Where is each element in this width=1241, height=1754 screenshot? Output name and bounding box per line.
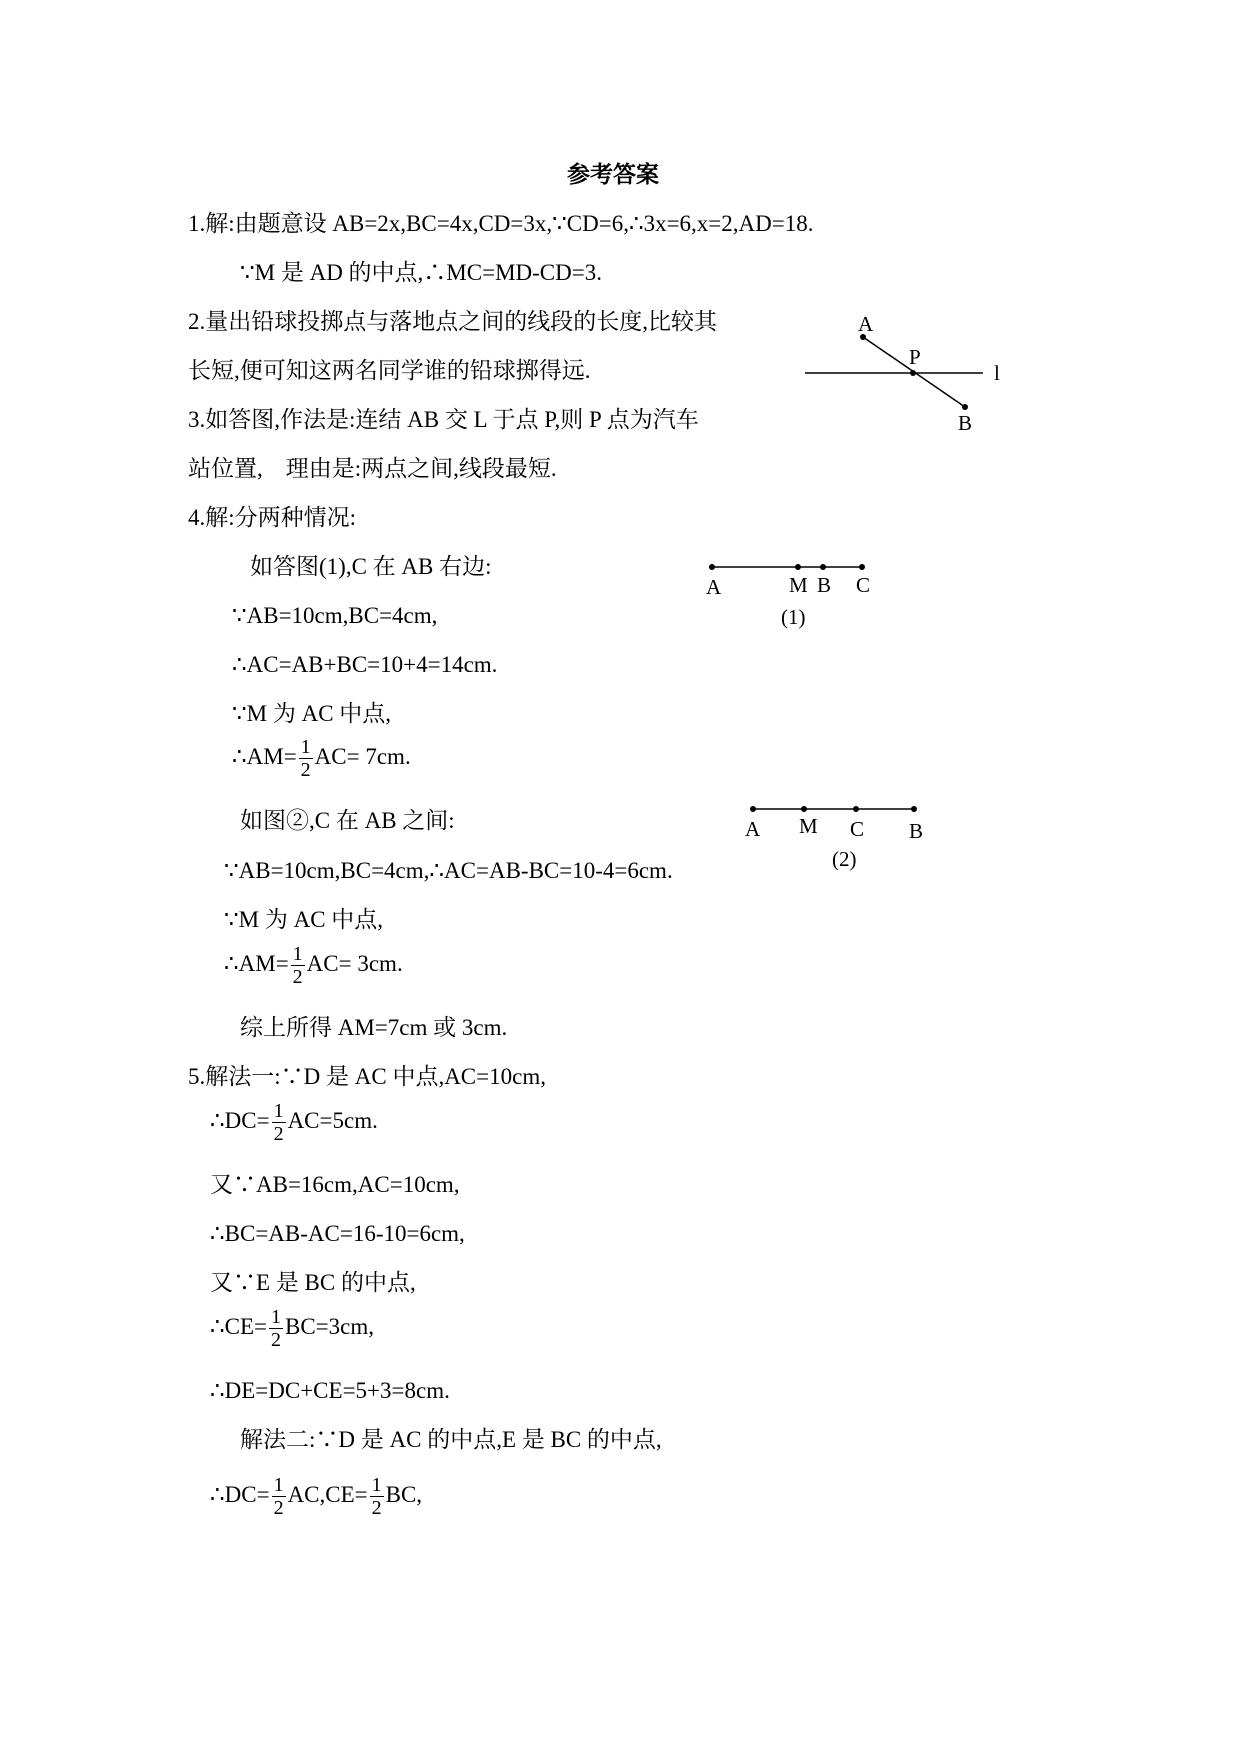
label-l: l: [994, 361, 1000, 385]
answer-5-method-1-line-5: 又∵E 是 BC 的中点,: [210, 1270, 416, 1295]
point-c: [859, 564, 865, 570]
figure-caption: (1): [781, 605, 806, 629]
point-m: [801, 806, 807, 812]
label-b: B: [817, 573, 832, 597]
figure-1-segment: [706, 564, 870, 629]
answer-4-case-2-heading: 如图②,C 在 AB 之间:: [240, 808, 455, 833]
formula-suffix: AC= 7cm.: [314, 743, 411, 769]
formula-prefix: ∴AM=: [232, 743, 297, 769]
answer-2-line-1: 2.量出铅球投掷点与落地点之间的线段的长度,比较其: [188, 309, 717, 334]
fraction-denominator: 2: [371, 1497, 382, 1519]
label-m: M: [799, 814, 818, 838]
answer-4-line-1: 4.解:分两种情况:: [188, 505, 357, 530]
point-a: [750, 806, 756, 812]
answer-5-method-1-line-3: 又∵AB=16cm,AC=10cm,: [210, 1172, 460, 1197]
formula-prefix: ∴CE=: [210, 1313, 267, 1339]
label-b: B: [958, 411, 973, 435]
formula-suffix: AC=5cm.: [287, 1107, 378, 1133]
answer-2-line-2: 长短,便可知这两名同学谁的铅球掷得远.: [188, 358, 591, 383]
point-m: [795, 564, 801, 570]
answer-4-case-2-step-2: ∵M 为 AC 中点,: [224, 907, 384, 932]
answer-1-line-2: ∵M 是 AD 的中点,∴MC=MD-CD=3.: [240, 260, 602, 285]
answer-4-case-1-step-3: ∵M 为 AC 中点,: [232, 701, 392, 726]
label-c: C: [856, 573, 871, 597]
point-b: [820, 564, 826, 570]
figure-caption: (2): [832, 847, 857, 871]
label-a: A: [745, 817, 761, 841]
label-p: P: [909, 345, 921, 369]
figure-line-ab-crossing-l: [805, 312, 1000, 435]
formula-prefix: ∴DC=: [210, 1481, 270, 1507]
formula-suffix: BC,: [385, 1481, 423, 1507]
label-b: B: [909, 819, 924, 843]
page-title: 参考答案: [567, 162, 659, 187]
answer-5-method-2-line-1: 解法二:∵D 是 AC 的中点,E 是 BC 的中点,: [240, 1427, 662, 1452]
fraction-numerator: 1: [271, 1306, 281, 1328]
point-p: [910, 370, 916, 376]
fraction-numerator: 1: [273, 1100, 284, 1122]
answer-5-method-1-line-4: ∴BC=AB-AC=16-10=6cm,: [210, 1221, 465, 1246]
fraction-numerator: 1: [273, 1474, 284, 1496]
answer-3-line-2: 站位置, 理由是:两点之间,线段最短.: [188, 456, 557, 481]
point-c: [853, 806, 859, 812]
formula-suffix: AC= 3cm.: [306, 950, 403, 976]
answer-4-case-1-step-2: ∴AC=AB+BC=10+4=14cm.: [232, 652, 498, 677]
fraction-numerator: 1: [292, 943, 303, 965]
fraction-numerator: 1: [371, 1474, 382, 1496]
answer-1-line-1: 1.解:由题意设 AB=2x,BC=4x,CD=3x,∵CD=6,∴3x=6,x=2,AD=18.: [188, 211, 814, 236]
formula-prefix: ∴AM=: [224, 950, 289, 976]
label-a: A: [706, 575, 722, 599]
formula-middle: AC,CE=: [287, 1481, 368, 1507]
point-a: [709, 564, 715, 570]
answer-4-case-1-heading: 如答图(1),C 在 AB 右边:: [250, 554, 492, 579]
answer-4-case-2-step-1: ∵AB=10cm,BC=4cm,∴AC=AB-BC=10-4=6cm.: [224, 858, 673, 883]
figure-2-segment: [745, 806, 923, 871]
fraction-denominator: 2: [292, 966, 303, 988]
answer-5-method-1-line-7: ∴DE=DC+CE=5+3=8cm.: [210, 1378, 450, 1403]
point-b: [911, 806, 917, 812]
fraction-denominator: 2: [273, 1497, 284, 1519]
label-m: M: [789, 573, 808, 597]
answer-4-conclusion: 综上所得 AM=7cm 或 3cm.: [240, 1015, 508, 1040]
label-c: C: [850, 817, 865, 841]
formula-prefix: ∴DC=: [210, 1107, 270, 1133]
label-a: A: [858, 312, 874, 336]
point-b: [962, 404, 968, 410]
formula-suffix: BC=3cm,: [285, 1313, 375, 1339]
answer-5-method-1-line-1: 5.解法一:∵D 是 AC 中点,AC=10cm,: [188, 1064, 546, 1089]
fraction-numerator: 1: [300, 736, 311, 758]
answer-4-case-1-step-1: ∵AB=10cm,BC=4cm,: [232, 603, 438, 628]
fraction-denominator: 2: [273, 1123, 284, 1145]
fraction-denominator: 2: [300, 759, 311, 781]
answer-3-line-1: 3.如答图,作法是:连结 AB 交 L 于点 P,则 P 点为汽车: [188, 407, 699, 432]
fraction-denominator: 2: [271, 1329, 281, 1351]
